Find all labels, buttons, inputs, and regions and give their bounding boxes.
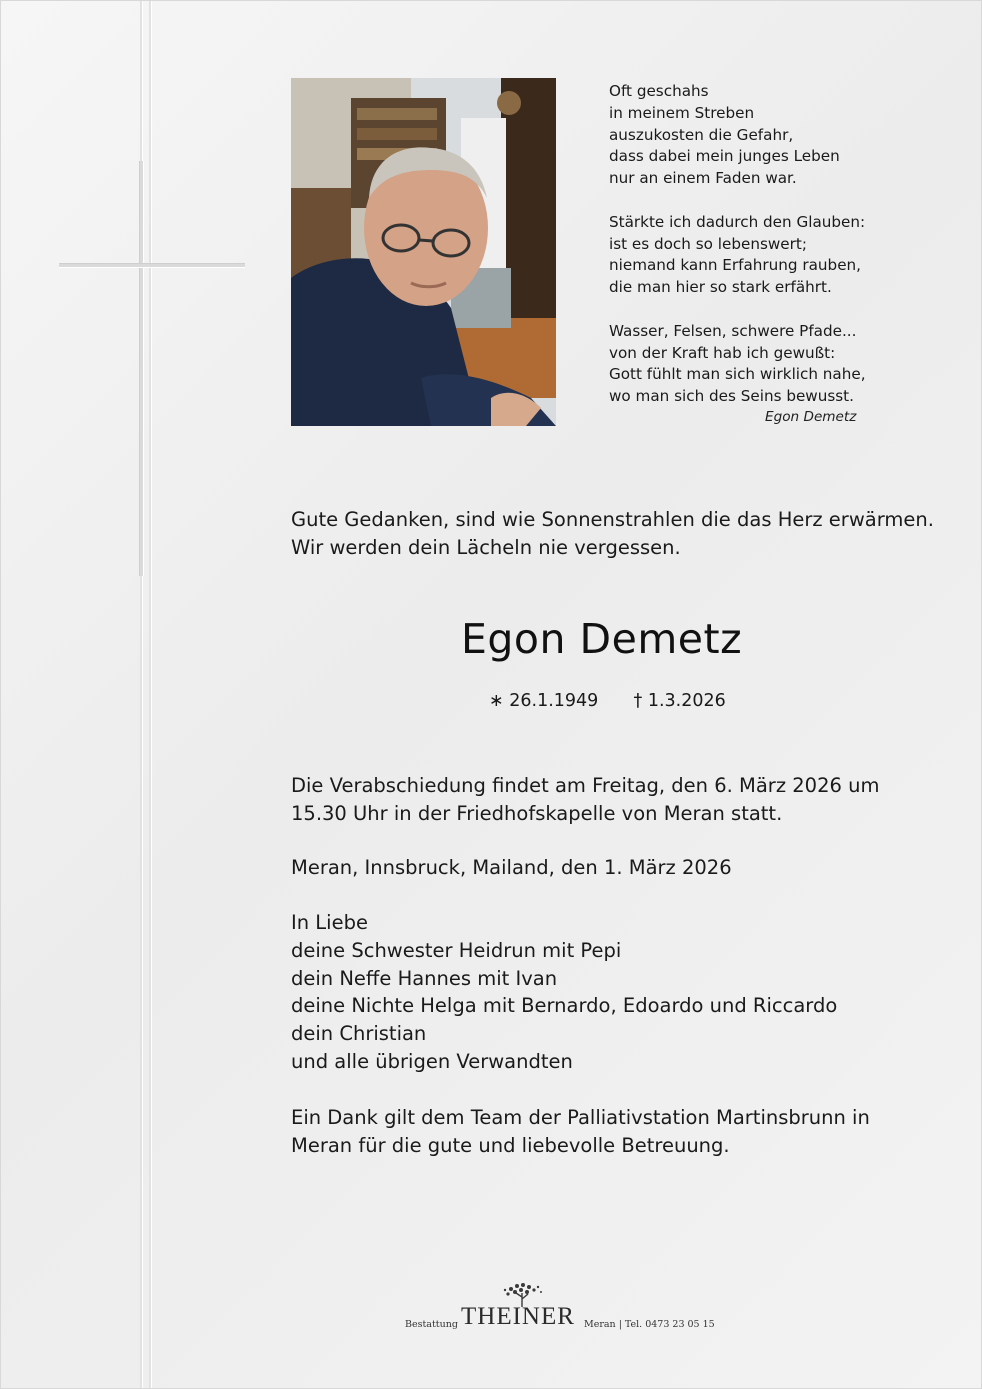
thanks-line: Meran für die gute und liebevolle Betreuung.: [291, 1133, 730, 1157]
family-list: [291, 909, 837, 1076]
memorial-quote: [291, 506, 934, 562]
poem-line: von der Kraft hab ich gewußt:: [609, 343, 836, 362]
death-date: 1.3.2026: [647, 691, 726, 711]
poem-line: niemand kann Erfahrung rauben,: [609, 256, 861, 275]
farewell-line: 15.30 Uhr in der Friedhofskapelle von Meran statt.: [291, 801, 783, 825]
poem-line: Stärkte ich dadurch den Glauben:: [609, 212, 866, 231]
portrait-illustration: [291, 78, 556, 426]
family-line: deine Nichte Helga mit Bernardo, Edoardo und Riccardo: [291, 994, 838, 1018]
thanks-line: Ein Dank gilt dem Team der Palliativstation Martinsbrunn in: [291, 1106, 870, 1129]
poem-line: in meinem Streben: [609, 103, 755, 122]
poem-line: Oft geschahs: [609, 82, 709, 100]
farewell-info: [291, 772, 879, 828]
poem-line: dass dabei mein junges Leben: [609, 147, 840, 166]
quote-line: Gute Gedanken, sind wie Sonnenstrahlen die das Herz erwärmen.: [291, 508, 934, 531]
poem-line: Wasser, Felsen, schwere Pfade...: [609, 321, 857, 340]
family-line: deine Schwester Heidrun mit Pepi: [291, 938, 622, 962]
place-date: [291, 854, 732, 882]
death-cross-icon: †: [633, 691, 643, 711]
cross-icon-vertical: [140, 161, 143, 576]
family-line: dein Neffe Hannes mit Ivan: [291, 966, 558, 990]
poem-author: Egon Demetz: [765, 409, 857, 425]
poem-line: Gott fühlt man sich wirklich nahe,: [609, 365, 866, 384]
thanks-note: [291, 1104, 870, 1160]
poem-stanza: [609, 321, 889, 408]
family-line: dein Christian: [291, 1022, 427, 1046]
poem: [609, 81, 889, 430]
poem-line: wo man sich des Seins bewusst.: [609, 387, 854, 406]
footer-contact: Meran | Tel. 0473 23 05 15: [584, 1319, 715, 1330]
place-date-line: Meran, Innsbruck, Mailand, den 1. März 2026: [291, 856, 732, 879]
poem-line: ist es doch so lebenswert;: [609, 234, 807, 253]
left-border-line-inner: [149, 1, 151, 1388]
farewell-line: Die Verabschiedung findet am Freitag, den 6. März 2026 um: [291, 774, 880, 797]
deceased-name: Egon Demetz: [461, 615, 743, 663]
family-line: und alle übrigen Verwandten: [291, 1049, 573, 1073]
poem-line: nur an einem Faden war.: [609, 169, 797, 188]
life-dates: [489, 691, 726, 711]
poem-line: auszukosten die Gefahr,: [609, 125, 794, 144]
footer-prefix: Bestattung: [405, 1319, 458, 1330]
poem-line: die man hier so stark erfährt.: [609, 278, 832, 297]
poem-stanza: [609, 81, 889, 190]
funeral-home-logo: THEINER: [461, 1303, 575, 1330]
birth-star-icon: ∗: [489, 691, 504, 711]
cross-icon-horizontal: [59, 264, 245, 267]
birth-date: 26.1.1949: [509, 691, 599, 711]
poem-stanza: [609, 212, 889, 299]
family-line: In Liebe: [291, 911, 368, 934]
portrait-photo: [291, 78, 556, 426]
quote-line: Wir werden dein Lächeln nie vergessen.: [291, 536, 681, 559]
funeral-home-footer: [405, 1281, 715, 1341]
